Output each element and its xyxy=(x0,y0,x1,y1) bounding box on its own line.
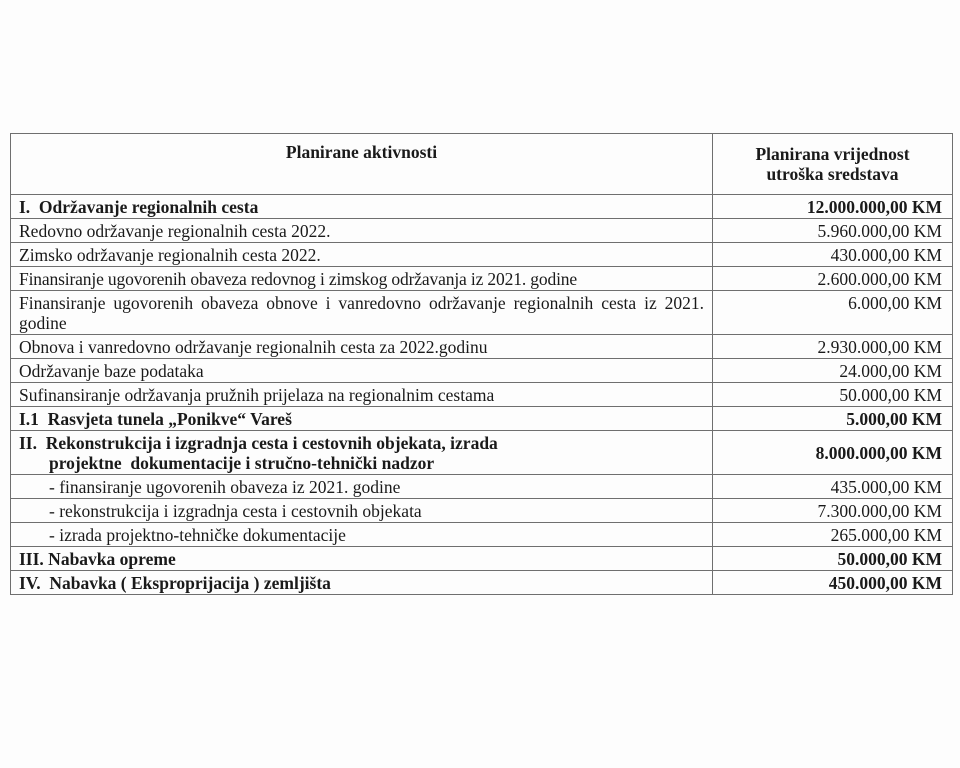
table-row xyxy=(11,291,953,335)
header-value-line1: Planirana vrijednost xyxy=(755,144,910,164)
row-label: Redovno održavanje regionalnih cesta 2022. xyxy=(11,219,713,243)
table-row xyxy=(11,499,953,523)
row-label: Sufinansiranje održavanja pružnih prijelaza na regionalnim cestama xyxy=(11,383,713,407)
row-label-line2: projektne dokumentacije i stručno-tehnički nadzor xyxy=(49,453,435,473)
section-row-reconstruction xyxy=(11,431,953,475)
row-label: Finansiranje ugovorenih obaveza obnove i vanredovno održavanje regionalnih cesta iz 2021. godine xyxy=(11,291,713,335)
row-amount: 2.930.000,00 KM xyxy=(713,335,953,359)
table-row xyxy=(11,243,953,267)
row-amount: 430.000,00 KM xyxy=(713,243,953,267)
row-label: I.1 Rasvjeta tunela „Ponikve“ Vareš xyxy=(11,407,713,431)
section-row-expropriation xyxy=(11,571,953,595)
row-amount: 450.000,00 KM xyxy=(713,571,953,595)
row-amount: 5.960.000,00 KM xyxy=(713,219,953,243)
table-row xyxy=(11,383,953,407)
row-amount: 265.000,00 KM xyxy=(713,523,953,547)
row-label: Održavanje baze podataka xyxy=(11,359,713,383)
row-label: IV. Nabavka ( Eksproprijacija ) zemljišta xyxy=(11,571,713,595)
row-amount: 2.600.000,00 KM xyxy=(713,267,953,291)
row-amount: 8.000.000,00 KM xyxy=(713,431,953,475)
section-row-tunnel-lighting xyxy=(11,407,953,431)
header-planned-value xyxy=(713,134,953,195)
table-row xyxy=(11,267,953,291)
row-label: - rekonstrukcija i izgradnja cesta i cestovnih objekata xyxy=(11,499,713,523)
row-label: - izrada projektno-tehničke dokumentacije xyxy=(11,523,713,547)
row-amount: 5.000,00 KM xyxy=(713,407,953,431)
table-row xyxy=(11,219,953,243)
row-amount: 50.000,00 KM xyxy=(713,547,953,571)
header-activities: Planirane aktivnosti xyxy=(11,134,713,195)
table-row xyxy=(11,335,953,359)
header-value-line2: utroška sredstava xyxy=(766,164,899,184)
table-row xyxy=(11,523,953,547)
budget-table-container xyxy=(10,133,952,595)
row-amount: 50.000,00 KM xyxy=(713,383,953,407)
row-label: III. Nabavka opreme xyxy=(11,547,713,571)
section-row-equipment xyxy=(11,547,953,571)
row-amount: 6.000,00 KM xyxy=(713,291,953,335)
row-amount: 12.000.000,00 KM xyxy=(713,195,953,219)
row-label: - finansiranje ugovorenih obaveza iz 2021. godine xyxy=(11,475,713,499)
row-label xyxy=(11,431,713,475)
row-label: Zimsko održavanje regionalnih cesta 2022. xyxy=(11,243,713,267)
table-header-row xyxy=(11,134,953,195)
table-row xyxy=(11,359,953,383)
row-amount: 435.000,00 KM xyxy=(713,475,953,499)
budget-table xyxy=(10,133,953,595)
row-label-line1: II. Rekonstrukcija i izgradnja cesta i cestovnih objekata, izrada xyxy=(19,433,498,453)
section-row-regional-roads xyxy=(11,195,953,219)
table-row xyxy=(11,475,953,499)
row-amount: 24.000,00 KM xyxy=(713,359,953,383)
row-amount: 7.300.000,00 KM xyxy=(713,499,953,523)
row-label: I. Održavanje regionalnih cesta xyxy=(11,195,713,219)
row-label: Obnova i vanredovno održavanje regionalnih cesta za 2022.godinu xyxy=(11,335,713,359)
row-label: Finansiranje ugovorenih obaveza redovnog i zimskog održavanja iz 2021. godine xyxy=(11,267,713,291)
